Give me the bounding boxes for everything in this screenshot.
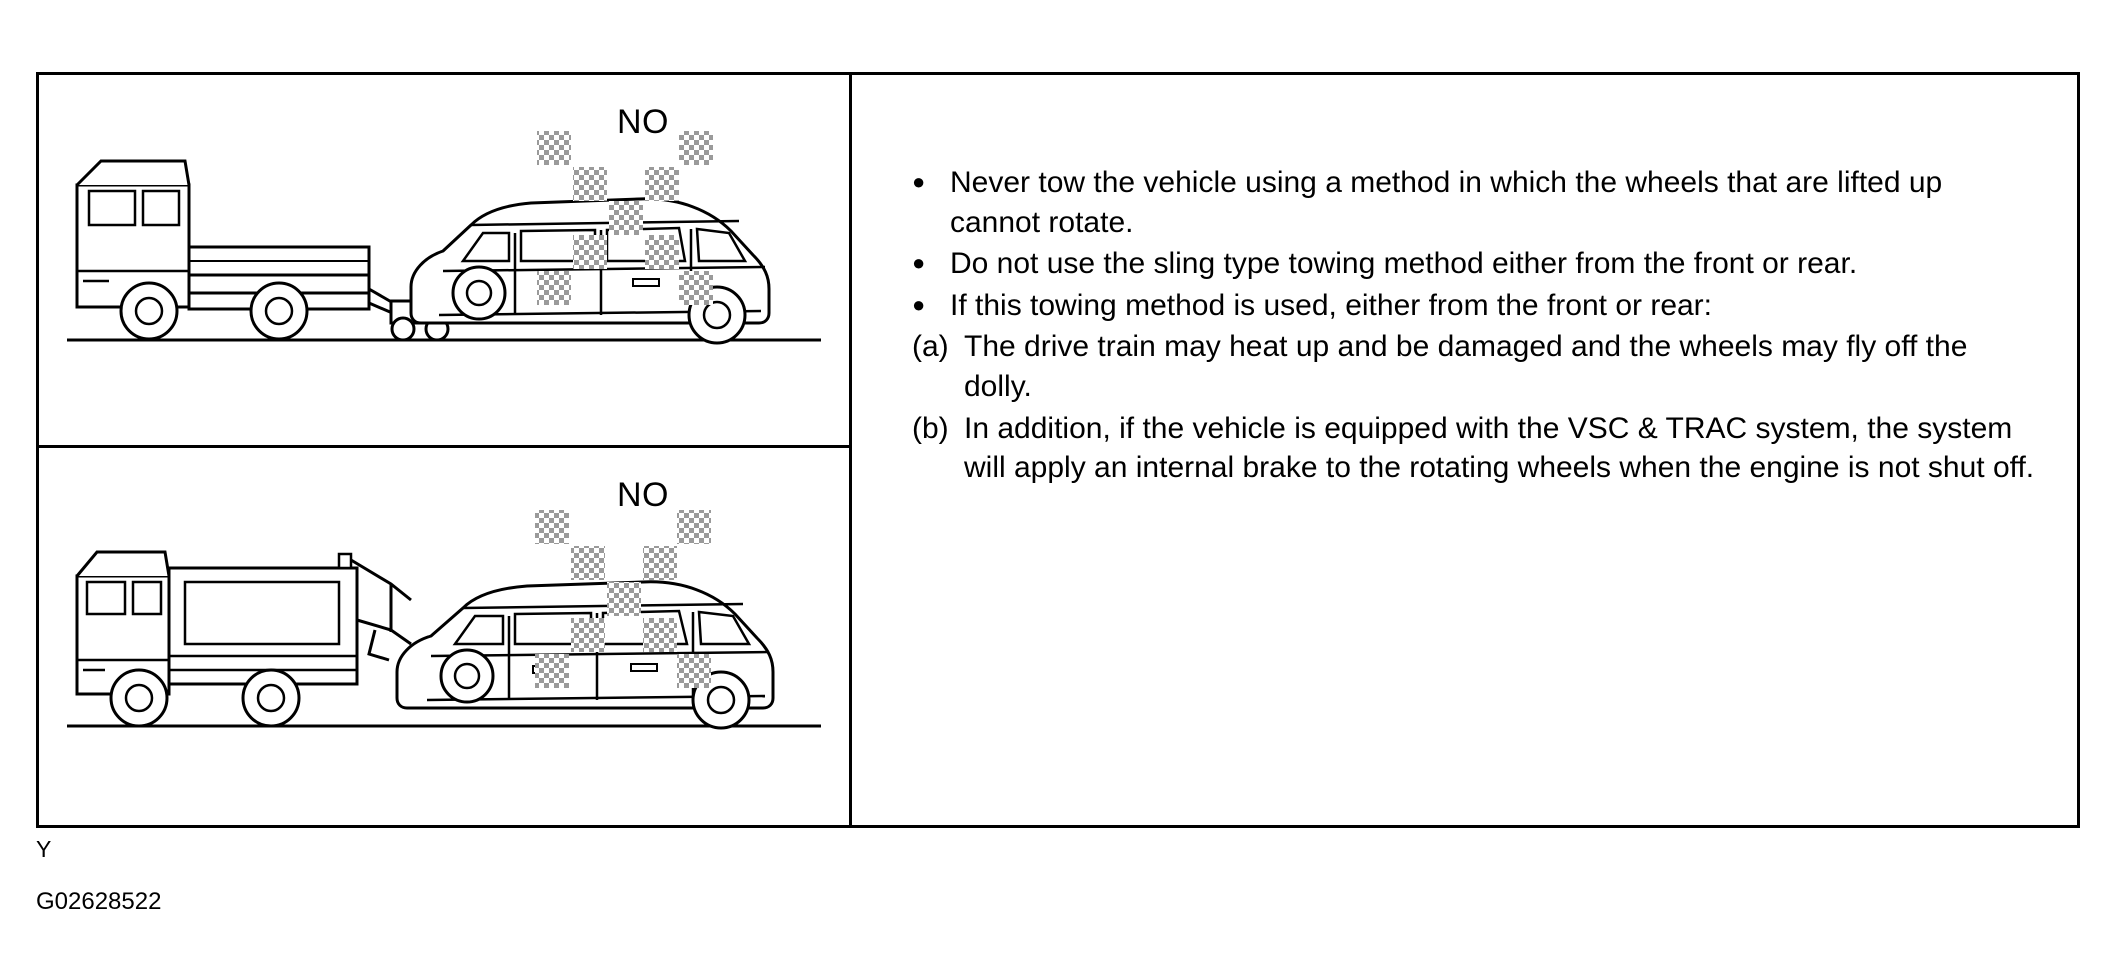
no-label-top: NO — [617, 103, 669, 141]
illustration-flatbed-tow-dolly — [39, 75, 849, 445]
note-text: The drive train may heat up and be damaged and the wheels may fly off the dolly. — [964, 330, 1968, 403]
bullet-icon: ● — [912, 250, 926, 276]
illustration-sling-tow-front — [39, 448, 849, 828]
bullet-icon: ● — [912, 169, 926, 194]
note-text: In addition, if the vehicle is equipped with the VSC & TRAC system, the system will apply an internal brake to the rotating wheels when the engine is not shut off. — [964, 411, 2035, 485]
sling-tow-illustration-svg — [39, 448, 849, 828]
revision-caption: Y — [36, 836, 52, 862]
note-item-lettered — [912, 327, 2040, 406]
no-label-bottom: NO — [617, 476, 669, 514]
flatbed-tow-illustration-svg — [39, 75, 849, 445]
notes-column — [852, 75, 2080, 825]
note-item-lettered — [912, 409, 2040, 488]
note-text: Never tow the vehicle using a method in which the wheels that are lifted up cannot rotate. — [950, 166, 1943, 239]
note-marker: (b) — [912, 411, 949, 445]
figure-code-caption: G02628522 — [36, 888, 162, 915]
note-item — [912, 286, 2040, 326]
note-marker: (a) — [912, 330, 949, 364]
bullet-icon: ● — [912, 291, 926, 317]
illustration-column — [39, 75, 849, 825]
note-text: Do not use the sling type towing method either from the front or rear. — [950, 247, 1858, 281]
figure-box — [36, 72, 2080, 828]
note-text: If this towing method is used, either from the front or rear: — [950, 288, 1713, 322]
note-item — [912, 244, 2040, 284]
note-item — [912, 163, 2040, 242]
